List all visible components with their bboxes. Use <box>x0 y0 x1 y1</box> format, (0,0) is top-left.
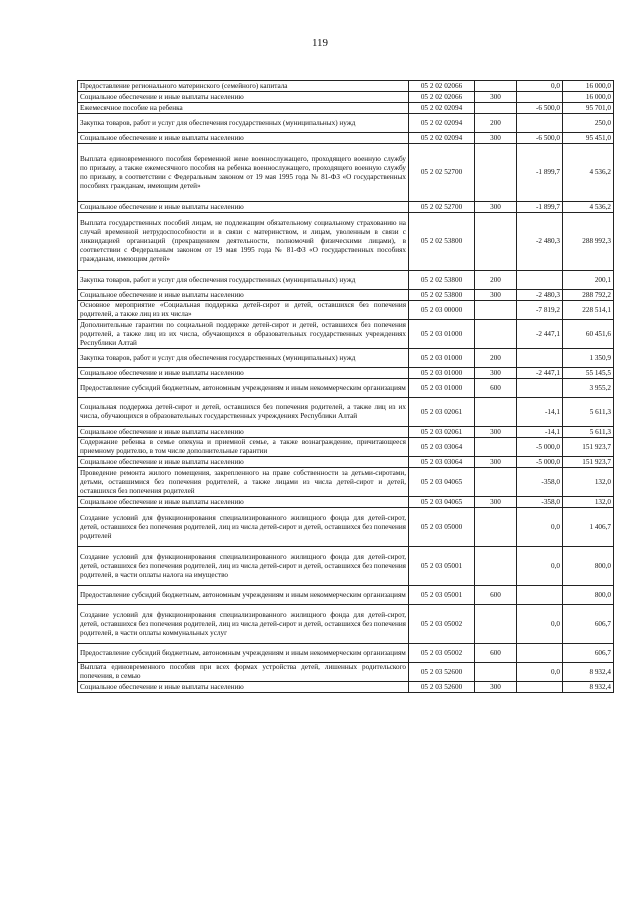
row-type-cell <box>475 508 517 547</box>
row-type-cell <box>475 144 517 202</box>
row-name-cell: Выплата единовременного пособия при всех формах устройства детей, лишенных родительского попечения, в семью <box>78 663 409 682</box>
row-sum-cell: 8 932,4 <box>563 682 614 693</box>
row-sum-cell: 132,0 <box>563 468 614 497</box>
row-sum-cell: 5 611,3 <box>563 427 614 438</box>
table-row <box>78 92 614 103</box>
row-change-cell <box>517 114 563 133</box>
row-type-cell <box>475 438 517 457</box>
table-row <box>78 427 614 438</box>
row-change-cell: -2 447,1 <box>517 320 563 349</box>
table-row <box>78 81 614 92</box>
row-name-cell: Предоставление регионального материнского (семейного) капитала <box>78 81 409 92</box>
row-code-cell: 05 2 03 01000 <box>409 379 475 398</box>
row-type-cell <box>475 301 517 320</box>
row-change-cell: -358,0 <box>517 497 563 508</box>
row-sum-cell: 250,0 <box>563 114 614 133</box>
table-row <box>78 644 614 663</box>
table-row <box>78 398 614 427</box>
table-row <box>78 103 614 114</box>
row-change-cell <box>517 349 563 368</box>
table-row <box>78 368 614 379</box>
table-row <box>78 605 614 644</box>
row-sum-cell: 60 451,6 <box>563 320 614 349</box>
row-type-cell: 300 <box>475 427 517 438</box>
row-code-cell: 05 2 02 52700 <box>409 202 475 213</box>
table-row <box>78 271 614 290</box>
row-change-cell: -6 500,0 <box>517 103 563 114</box>
row-sum-cell: 132,0 <box>563 497 614 508</box>
row-name-cell: Создание условий для функционирования специализированного жилищного фонда для детей-сирот, детей, оставшихся без попечения родителей, лиц из числа детей-сирот и детей, оставшихся без попечения родителей <box>78 508 409 547</box>
row-type-cell: 300 <box>475 92 517 103</box>
row-change-cell: 0,0 <box>517 508 563 547</box>
row-name-cell: Создание условий для функционирования специализированного жилищного фонда для детей-сирот, детей, оставшихся без попечения родителей, лиц из числа детей-сирот и детей, оставшихся без попечения родителей, в части оплаты налога на имущество <box>78 547 409 586</box>
row-change-cell: -1 899,7 <box>517 202 563 213</box>
row-change-cell <box>517 379 563 398</box>
row-code-cell: 05 2 02 52700 <box>409 144 475 202</box>
row-type-cell: 600 <box>475 586 517 605</box>
row-type-cell <box>475 468 517 497</box>
row-code-cell: 05 2 03 01000 <box>409 368 475 379</box>
row-code-cell: 05 2 03 05000 <box>409 508 475 547</box>
budget-table-body <box>78 81 614 693</box>
row-sum-cell: 95 701,0 <box>563 103 614 114</box>
row-type-cell <box>475 398 517 427</box>
row-code-cell: 05 2 02 53800 <box>409 290 475 301</box>
row-type-cell <box>475 81 517 92</box>
row-change-cell <box>517 644 563 663</box>
row-sum-cell: 151 923,7 <box>563 438 614 457</box>
table-row <box>78 301 614 320</box>
row-sum-cell: 4 536,2 <box>563 144 614 202</box>
row-sum-cell: 606,7 <box>563 605 614 644</box>
row-sum-cell: 200,1 <box>563 271 614 290</box>
row-name-cell: Социальное обеспечение и иные выплаты населению <box>78 682 409 693</box>
row-name-cell: Предоставление субсидий бюджетным, автономным учреждениям и иным некоммерческим организациям <box>78 379 409 398</box>
table-row <box>78 213 614 271</box>
row-change-cell: -14,1 <box>517 427 563 438</box>
row-type-cell: 200 <box>475 271 517 290</box>
row-code-cell: 05 2 02 02066 <box>409 81 475 92</box>
table-row <box>78 379 614 398</box>
row-type-cell: 300 <box>475 497 517 508</box>
row-name-cell: Предоставление субсидий бюджетным, автономным учреждениям и иным некоммерческим организациям <box>78 586 409 605</box>
row-change-cell: -358,0 <box>517 468 563 497</box>
row-name-cell: Основное мероприятие «Социальная поддержка детей-сирот и детей, оставшихся без попечения родителей, а также лиц из их числа» <box>78 301 409 320</box>
row-code-cell: 05 2 03 04065 <box>409 468 475 497</box>
row-code-cell: 05 2 02 53800 <box>409 271 475 290</box>
row-type-cell: 300 <box>475 133 517 144</box>
row-type-cell: 300 <box>475 457 517 468</box>
row-change-cell: -2 447,1 <box>517 368 563 379</box>
row-name-cell: Выплата государственных пособий лицам, не подлежащим обязательному социальному страхованию на случай временной нетрудоспособности и в связи с материнством, и лицам, уволенным в связи с ликвидацией организаций (прекращением деятельности, полномочий физическими лицами), в соответствии с Федеральным законом от 19 мая 1995 года № 81-ФЗ «О государственных пособиях гражданам, имеющим детей» <box>78 213 409 271</box>
row-sum-cell: 5 611,3 <box>563 398 614 427</box>
row-change-cell: 0,0 <box>517 605 563 644</box>
row-code-cell: 05 2 02 02094 <box>409 114 475 133</box>
row-type-cell: 300 <box>475 682 517 693</box>
table-row <box>78 114 614 133</box>
row-type-cell <box>475 605 517 644</box>
table-row <box>78 547 614 586</box>
row-name-cell: Выплата единовременного пособия беременной жене военнослужащего, проходящего военную службу по призыву, а также ежемесячного пособия на ребенка военнослужащего, проходящего военную службу по призыву, в соответствии с Федеральным законом от 19 мая 1995 года № 81-ФЗ «О государственных пособиях гражданам, имеющим детей» <box>78 144 409 202</box>
row-name-cell: Социальное обеспечение и иные выплаты населению <box>78 427 409 438</box>
row-change-cell <box>517 586 563 605</box>
row-code-cell: 05 2 03 03064 <box>409 457 475 468</box>
row-change-cell: -2 480,3 <box>517 213 563 271</box>
row-name-cell: Социальная поддержка детей-сирот и детей, оставшихся без попечения родителей, а также лиц из их числа, обучающихся в образовательных государственных учреждениях Республики Алтай <box>78 398 409 427</box>
row-sum-cell: 4 536,2 <box>563 202 614 213</box>
row-sum-cell: 606,7 <box>563 644 614 663</box>
row-name-cell: Закупка товаров, работ и услуг для обеспечения государственных (муниципальных) нужд <box>78 349 409 368</box>
row-name-cell: Предоставление субсидий бюджетным, автономным учреждениям и иным некоммерческим организациям <box>78 644 409 663</box>
row-type-cell <box>475 320 517 349</box>
row-code-cell: 05 2 03 00000 <box>409 301 475 320</box>
row-type-cell: 300 <box>475 368 517 379</box>
table-row <box>78 508 614 547</box>
row-type-cell: 200 <box>475 349 517 368</box>
row-sum-cell: 55 145,5 <box>563 368 614 379</box>
row-code-cell: 05 2 03 02061 <box>409 427 475 438</box>
row-type-cell: 300 <box>475 290 517 301</box>
row-change-cell: -5 000,0 <box>517 438 563 457</box>
row-code-cell: 05 2 03 52600 <box>409 682 475 693</box>
row-sum-cell: 288 792,2 <box>563 290 614 301</box>
row-name-cell: Социальное обеспечение и иные выплаты населению <box>78 497 409 508</box>
row-name-cell: Социальное обеспечение и иные выплаты населению <box>78 368 409 379</box>
row-name-cell: Содержание ребенка в семье опекуна и приемной семье, а также вознаграждение, причитающееся приемному родителю, в том числе дополнительные гарантии <box>78 438 409 457</box>
table-row <box>78 663 614 682</box>
row-name-cell: Социальное обеспечение и иные выплаты населению <box>78 202 409 213</box>
row-sum-cell: 151 923,7 <box>563 457 614 468</box>
row-sum-cell: 1 406,7 <box>563 508 614 547</box>
table-row <box>78 202 614 213</box>
table-row <box>78 497 614 508</box>
row-code-cell: 05 2 02 02094 <box>409 133 475 144</box>
row-name-cell: Проведение ремонта жилого помещения, закрепленного на праве собственности за детьми-сиротами, детьми, оставшимися без попечения родителей, а также лицами из числа детей-сирот и детей, оставшихся без попечения родителей <box>78 468 409 497</box>
row-code-cell: 05 2 03 05001 <box>409 547 475 586</box>
row-change-cell <box>517 271 563 290</box>
table-row <box>78 438 614 457</box>
table-row <box>78 586 614 605</box>
row-sum-cell: 3 955,2 <box>563 379 614 398</box>
row-change-cell: -5 000,0 <box>517 457 563 468</box>
page-number: 119 <box>311 37 329 49</box>
row-sum-cell: 228 514,1 <box>563 301 614 320</box>
row-change-cell: -2 480,3 <box>517 290 563 301</box>
row-sum-cell: 95 451,0 <box>563 133 614 144</box>
table-row <box>78 468 614 497</box>
row-code-cell: 05 2 03 05002 <box>409 605 475 644</box>
row-name-cell: Дополнительные гарантии по социальной поддержке детей-сирот и детей, оставшихся без попечения родителей, а также лиц из их числа, обучающихся в образовательных государственных учреждениях Республики Алтай <box>78 320 409 349</box>
table-row <box>78 290 614 301</box>
row-name-cell: Социальное обеспечение и иные выплаты населению <box>78 133 409 144</box>
row-type-cell <box>475 103 517 114</box>
row-change-cell: -7 819,2 <box>517 301 563 320</box>
row-type-cell: 600 <box>475 379 517 398</box>
row-change-cell: 0,0 <box>517 663 563 682</box>
row-sum-cell: 1 350,9 <box>563 349 614 368</box>
row-change-cell: -1 899,7 <box>517 144 563 202</box>
table-row <box>78 320 614 349</box>
row-sum-cell: 800,0 <box>563 547 614 586</box>
row-sum-cell: 16 000,0 <box>563 81 614 92</box>
table-row <box>78 133 614 144</box>
row-code-cell: 05 2 03 52600 <box>409 663 475 682</box>
row-type-cell: 600 <box>475 644 517 663</box>
row-type-cell <box>475 663 517 682</box>
row-code-cell: 05 2 03 05002 <box>409 644 475 663</box>
row-type-cell <box>475 547 517 586</box>
row-code-cell: 05 2 03 01000 <box>409 349 475 368</box>
table-row <box>78 144 614 202</box>
row-change-cell: -6 500,0 <box>517 133 563 144</box>
table-row <box>78 457 614 468</box>
row-sum-cell: 800,0 <box>563 586 614 605</box>
row-sum-cell: 16 000,0 <box>563 92 614 103</box>
row-name-cell: Закупка товаров, работ и услуг для обеспечения государственных (муниципальных) нужд <box>78 271 409 290</box>
row-type-cell: 200 <box>475 114 517 133</box>
row-code-cell: 05 2 02 53800 <box>409 213 475 271</box>
row-code-cell: 05 2 02 02066 <box>409 92 475 103</box>
row-code-cell: 05 2 03 05001 <box>409 586 475 605</box>
row-type-cell: 300 <box>475 202 517 213</box>
table-row <box>78 682 614 693</box>
row-change-cell <box>517 682 563 693</box>
row-change-cell <box>517 92 563 103</box>
row-change-cell: -14,1 <box>517 398 563 427</box>
row-sum-cell: 288 992,3 <box>563 213 614 271</box>
row-name-cell: Ежемесячное пособие на ребенка <box>78 103 409 114</box>
row-change-cell: 0,0 <box>517 547 563 586</box>
row-name-cell: Создание условий для функционирования специализированного жилищного фонда для детей-сирот, детей, оставшихся без попечения родителей, лиц из числа детей-сирот и детей, оставшихся без попечения родителей, в части оплаты коммунальных услуг <box>78 605 409 644</box>
row-name-cell: Социальное обеспечение и иные выплаты населению <box>78 457 409 468</box>
row-name-cell: Социальное обеспечение и иные выплаты населению <box>78 290 409 301</box>
row-code-cell: 05 2 03 03064 <box>409 438 475 457</box>
row-sum-cell: 8 932,4 <box>563 663 614 682</box>
row-name-cell: Социальное обеспечение и иные выплаты населению <box>78 92 409 103</box>
row-change-cell: 0,0 <box>517 81 563 92</box>
row-code-cell: 05 2 03 01000 <box>409 320 475 349</box>
table-row <box>78 349 614 368</box>
row-name-cell: Закупка товаров, работ и услуг для обеспечения государственных (муниципальных) нужд <box>78 114 409 133</box>
row-code-cell: 05 2 02 02094 <box>409 103 475 114</box>
budget-table <box>77 80 614 693</box>
row-type-cell <box>475 213 517 271</box>
row-code-cell: 05 2 03 02061 <box>409 398 475 427</box>
row-code-cell: 05 2 03 04065 <box>409 497 475 508</box>
